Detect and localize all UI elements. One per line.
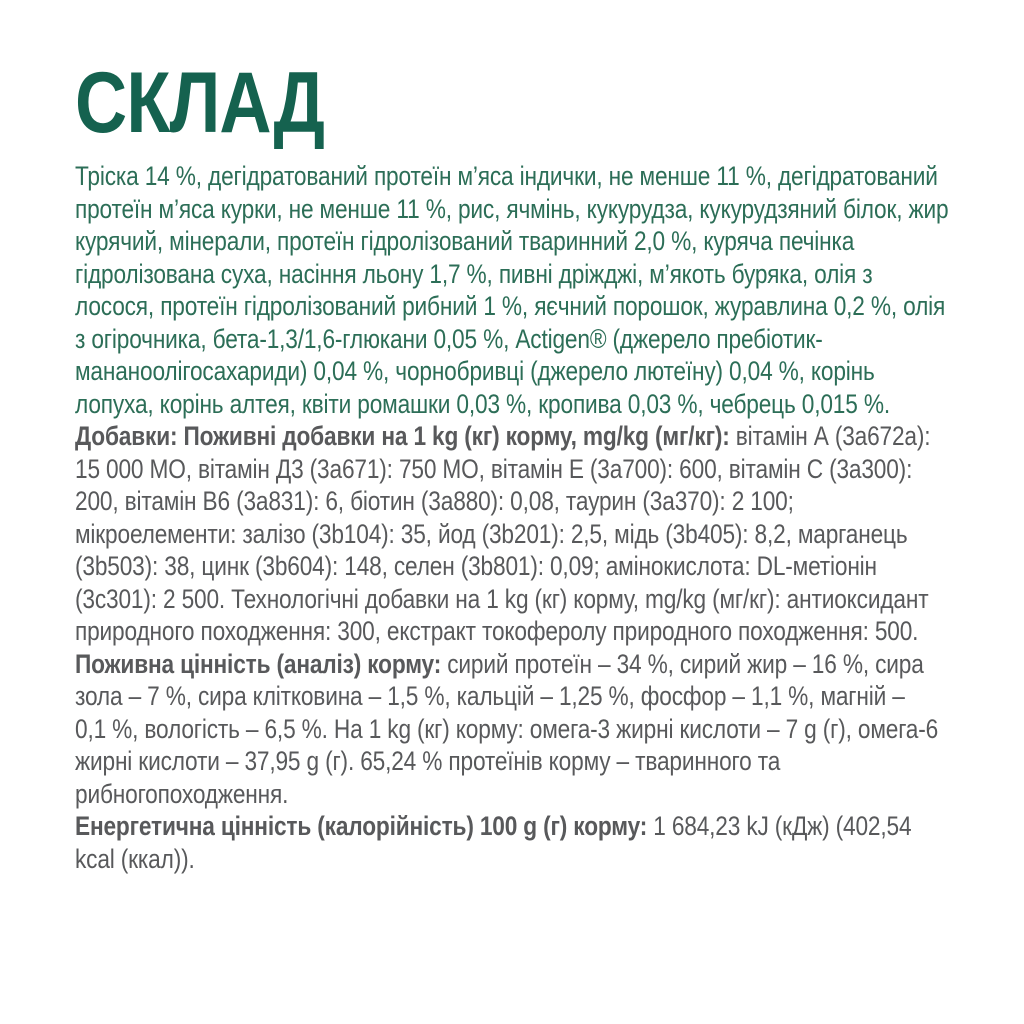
energy-paragraph [75,810,950,875]
additives-paragraph [75,420,950,648]
ingredients-paragraph: Тріска 14 %, дегідратований протеїн м’яса індички, не менше 11 %, дегідратований протеїн м’яса курки, не менше 11 %, рис, ячмінь, кукурудза, кукурудзяний білок, жир курячий, мінерали, протеїн гідролізований тваринний 2,0 %, куряча печінка гідролізована суха, насіння льону 1,7 %, пивні дріжджі, м’якоть буряка, олія з лосося, протеїн гідролізований рибний 1 %, яєчний порошок, журавлина 0,2 %, олія з огірочника, бета-1,3/1,6-глюкани 0,05 %, Actigen® (джерело пребіотик- мананоолігосахариди) 0,04 %, чорнобривці (джерело лютеїну) 0,04 %, корінь лопуха, корінь алтея, квіти ромашки 0,03 %, кропива 0,03 %, чебрець 0,015 %. [75,161,949,419]
nutrition-paragraph [75,648,950,811]
energy-text: 1 684,23 kJ (кДж) (402,54 kcal (ккал)). [75,811,912,874]
composition-page [75,0,950,1024]
additives-lead: Добавки: Поживні добавки на 1 kg (кг) корму, mg/kg (мг/кг): [75,421,730,451]
composition-text-block [75,160,950,875]
additives-text: вітамін А (3a672a): 15 000 МО, вітамін Д3 (3a671): 750 МО, вітамін Е (3a700): 600, вітамін С (3a300): 200, вітамін В6 (3a831): 6, біотин (3a880): 0,08, таурин (3a370): 2 100; мікроелементи: залізо (3b104): 35, йод (3b201): 2,5, мідь (3b405): 8,2, марганець (3b503): 38, цинк (3b604): 148, селен (3b801): 0,09; амінокислота: DL-метіонін (3c301): 2 500. Технологічні добавки на 1 kg (кг) корму, mg/kg (мг/кг): антиоксидант природного походження: 300, екстракт токоферолу природного походження: 500. [75,421,931,646]
page-title: СКЛАД [75,55,325,151]
energy-lead: Енергетична цінність (калорійність) 100 g (г) корму: [75,811,648,841]
nutrition-lead: Поживна цінність (аналіз) корму: [75,648,442,679]
nutrition-text: сирий протеїн – 34 %, сирий жир – 16 %, сира зола – 7 %, сира клітковина – 1,5 %, кальцій – 1,25 %, фосфор – 1,1 %, магній – 0,1 %, вологість – 6,5 %. На 1 kg (кг) корму: омега-3 жирні кислоти – 7 g (г), омега-6 жирні кислоти – 37,95 g (г). 65,24 % протеїнів корму – тваринного та рибногопоходження. [75,648,939,809]
